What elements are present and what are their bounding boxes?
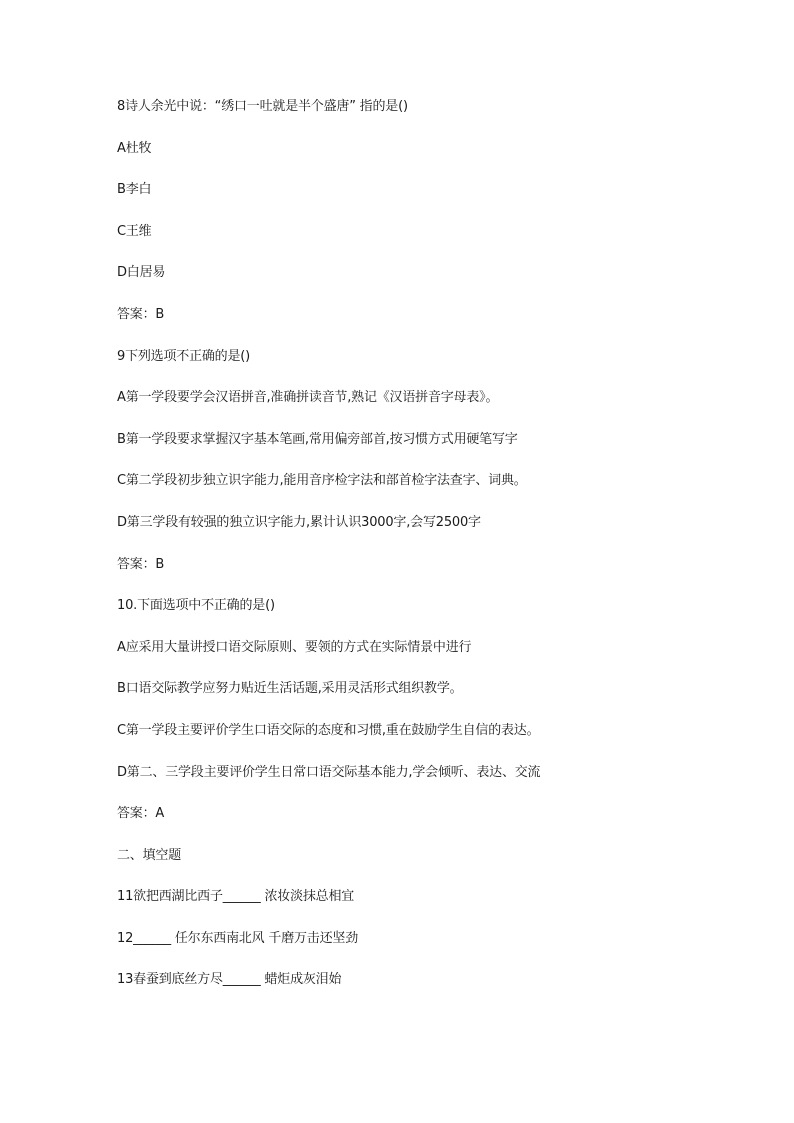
- option-d: D第三学段有较强的独立识字能力,累计认识3000字,会写2500字: [117, 514, 481, 530]
- answer-10: 答案：A: [117, 806, 165, 822]
- section-heading-fill-in: 二、填空题: [117, 847, 182, 863]
- option-a: A第一学段要学会汉语拼音,准确拼读音节,熟记《汉语拼音字母表》。: [117, 390, 499, 406]
- option-b: B口语交际教学应努力贴近生活话题,采用灵活形式组织教学。: [117, 681, 463, 697]
- option-c: C王维: [117, 223, 152, 239]
- question-12: 12______ 任尔东西南北风 千磨万击还坚劲: [117, 930, 359, 946]
- option-c: C第二学段初步独立识字能力,能用音序检字法和部首检字法查字、词典。: [117, 473, 527, 489]
- option-d: D白居易: [117, 265, 166, 281]
- question-11: 11欲把西湖比西子______ 浓妆淡抹总相宜: [117, 889, 355, 905]
- answer-9: 答案：B: [117, 556, 165, 572]
- option-a: A杜牧: [117, 140, 152, 156]
- option-c: C第一学段主要评价学生口语交际的态度和习惯,重在鼓励学生自信的表达。: [117, 722, 540, 738]
- document-page: [117, 96, 717, 1011]
- option-b: B第一学段要求掌握汉字基本笔画,常用偏旁部首,按习惯方式用硬笔写字: [117, 431, 518, 447]
- question-13: 13春蚕到底丝方尽______ 蜡炬成灰泪始: [117, 972, 342, 988]
- option-a: A应采用大量讲授口语交际原则、要领的方式在实际情景中进行: [117, 639, 472, 655]
- question-9: 9下列选项不正确的是(): [117, 348, 251, 364]
- question-10: 10.下面选项中不正确的是(): [117, 598, 275, 614]
- answer-8: 答案：B: [117, 306, 165, 322]
- option-d: D第二、三学段主要评价学生日常口语交际基本能力,学会倾听、表达、交流: [117, 764, 541, 780]
- option-b: B李白: [117, 182, 152, 198]
- question-8: 8诗人余光中说：“绣口一吐就是半个盛唐” 指的是(): [117, 99, 408, 114]
